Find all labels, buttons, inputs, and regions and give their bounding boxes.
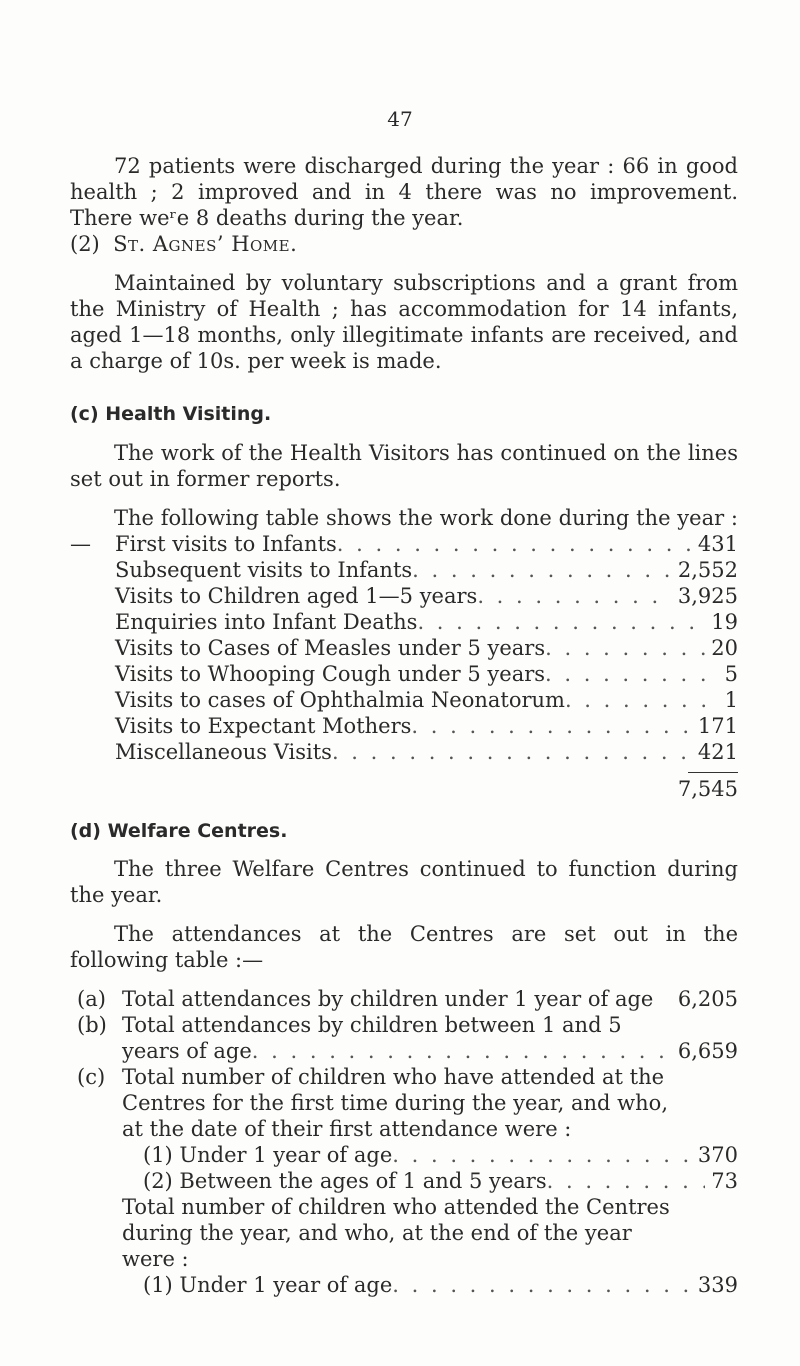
total-rule	[688, 772, 738, 773]
item-a-marker: (a)	[77, 987, 106, 1011]
visit-value: 431	[697, 532, 738, 556]
visit-label: Visits to Expectant Mothers	[115, 714, 412, 738]
item-d1-row	[143, 1272, 738, 1298]
welfare-intro: The attendances at the Centres are set out in the following table :—	[70, 922, 738, 972]
item-b-line2: years of age	[122, 1039, 252, 1063]
page-number: 47	[387, 107, 413, 131]
visit-row	[115, 557, 738, 583]
health-visiting-paragraph: The work of the Health Visitors has continued on the lines set out in former reports.	[70, 441, 738, 491]
visit-row	[115, 739, 738, 765]
visit-row	[115, 531, 738, 557]
item-b-line1: Total attendances by children between 1 and 5	[122, 1013, 622, 1037]
item-d-line2: during the year, and who, at the end of the year	[122, 1221, 632, 1245]
item-d1-value: 339	[697, 1273, 738, 1297]
visit-value: 20	[711, 636, 738, 660]
health-visiting-heading: (c) Health Visiting.	[70, 403, 272, 425]
visit-value: 1	[724, 688, 738, 712]
visit-value: 3,925	[677, 584, 738, 608]
visit-row	[115, 583, 738, 609]
item-b-marker: (b)	[77, 1013, 107, 1037]
st-agnes-heading	[70, 231, 297, 257]
visit-label: Visits to Children aged 1—5 years	[115, 584, 478, 608]
item-c-marker: (c)	[77, 1065, 106, 1089]
item-b-value: 6,659	[677, 1039, 738, 1063]
item-d-line3: were :	[122, 1247, 189, 1271]
item-c2-row	[143, 1168, 738, 1194]
item-d1-label: (1) Under 1 year of age	[143, 1273, 393, 1297]
item-c1-label: (1) Under 1 year of age	[143, 1143, 393, 1167]
visit-label: Subsequent visits to Infants	[115, 558, 413, 582]
welfare-paragraph: The three Welfare Centres continued to function during the year.	[70, 857, 738, 907]
visit-label: First visits to Infants	[115, 532, 337, 556]
item-a-value: 6,205	[677, 987, 738, 1011]
st-agnes-paragraph: Maintained by voluntary subscriptions and a grant from the Ministry of Health ; has accommodation for 14 infants, aged 1—18 months, only illegitimate infants are received, and a charge of 10s. per week is made.	[70, 271, 738, 373]
visit-value: 171	[697, 714, 738, 738]
visit-row	[115, 609, 738, 635]
item-c2-value: 73	[711, 1169, 738, 1193]
item-d-line1: Total number of children who attended the Centres	[122, 1195, 670, 1219]
st-agnes-heading-text: St. Agnes’ Home.	[113, 232, 298, 256]
visit-row	[115, 713, 738, 739]
welfare-heading: (d) Welfare Centres.	[70, 820, 288, 842]
item-c2-label: (2) Between the ages of 1 and 5 years	[143, 1169, 547, 1193]
visit-label: Visits to cases of Ophthalmia Neonatorum	[115, 688, 565, 712]
visit-value: 5	[724, 662, 738, 686]
health-visiting-intro: The following table shows the work done during the year :—	[70, 506, 738, 556]
visit-row	[115, 661, 738, 687]
visits-total: 7,545	[677, 777, 738, 801]
visit-value: 19	[711, 610, 738, 634]
visit-value: 2,552	[677, 558, 738, 582]
item-c1-row	[143, 1142, 738, 1168]
visit-row	[115, 687, 738, 713]
visit-label: Miscellaneous Visits	[115, 740, 332, 764]
visit-label: Visits to Cases of Measles under 5 years	[115, 636, 546, 660]
visit-label: Enquiries into Infant Deaths	[115, 610, 418, 634]
item-c-line3: at the date of their first attendance were :	[122, 1117, 572, 1141]
st-agnes-heading-number: (2)	[70, 232, 100, 256]
item-c-line2: Centres for the first time during the year, and who,	[122, 1091, 668, 1115]
item-a-text: Total attendances by children under 1 year of age	[122, 987, 654, 1011]
item-b-row	[122, 1038, 738, 1064]
visit-label: Visits to Whooping Cough under 5 years	[115, 662, 546, 686]
visit-row	[115, 635, 738, 661]
visit-value: 421	[697, 740, 738, 764]
intro-paragraph: 72 patients were discharged during the year : 66 in good health ; 2 improved and in 4 there was no improvement. There weʳe 8 deaths during the year.	[70, 154, 738, 230]
item-c-line1: Total number of children who have attended at the	[122, 1065, 665, 1089]
item-c1-value: 370	[697, 1143, 738, 1167]
